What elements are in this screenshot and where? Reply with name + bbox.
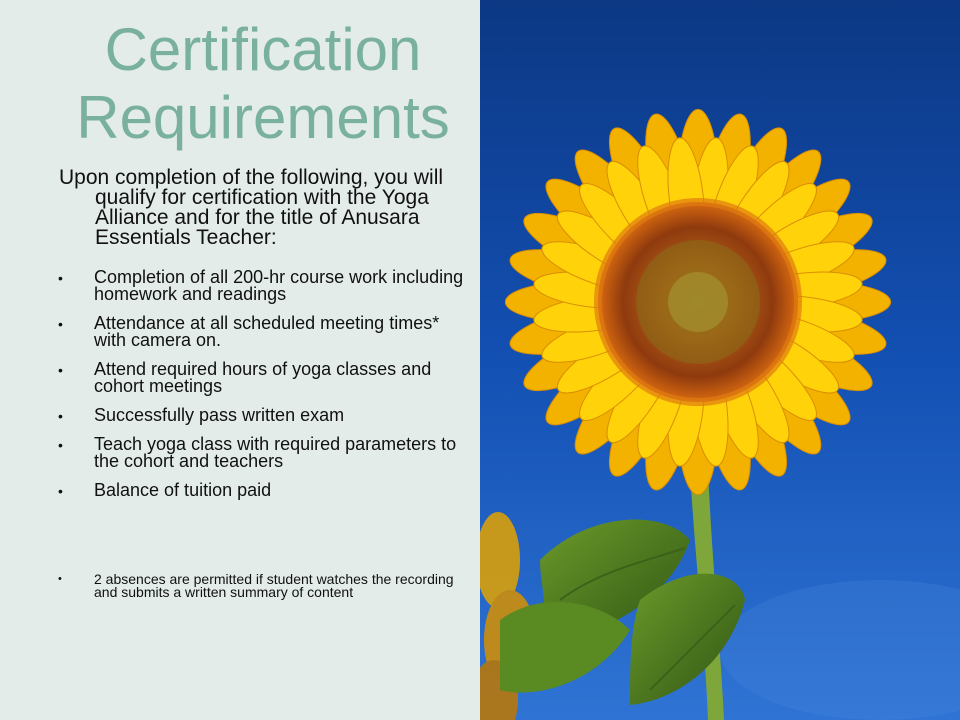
requirement-text: Teach yoga class with required parameters to the cohort and teachers (94, 434, 457, 471)
list-item (58, 407, 476, 424)
footnote-item (58, 573, 478, 599)
slide-title: Certification Requirements (76, 16, 450, 151)
list-item (58, 269, 476, 303)
list-item (58, 315, 476, 349)
intro-paragraph: Upon completion of the following, you will qualify for certification with the Yoga Alliance and for the title of Anusara Essentials Teacher: (59, 166, 444, 249)
bullet-icon: • (58, 437, 63, 453)
bullet-icon: • (58, 362, 63, 378)
requirement-text: Balance of tuition paid (94, 480, 272, 500)
footnote-list (58, 573, 478, 611)
bullet-icon: • (58, 316, 63, 332)
requirement-text: Attend required hours of yoga classes and cohort meetings (94, 359, 432, 396)
requirements-list (58, 269, 476, 511)
bullet-icon: • (58, 483, 63, 499)
requirement-text: Completion of all 200-hr course work including homework and readings (94, 267, 464, 304)
list-item (58, 436, 476, 470)
sunflower-photo (480, 0, 960, 720)
footnote-text: 2 absences are permitted if student watches the recording and submits a written summary of content (94, 571, 454, 600)
list-item (58, 361, 476, 395)
requirement-text: Successfully pass written exam (94, 405, 345, 425)
bullet-icon: • (58, 270, 63, 286)
bullet-icon: • (58, 408, 63, 424)
list-item (58, 482, 476, 499)
bullet-icon: • (58, 573, 62, 585)
requirement-text: Attendance at all scheduled meeting times* with camera on. (94, 313, 440, 350)
sunflower-icon (480, 0, 960, 720)
